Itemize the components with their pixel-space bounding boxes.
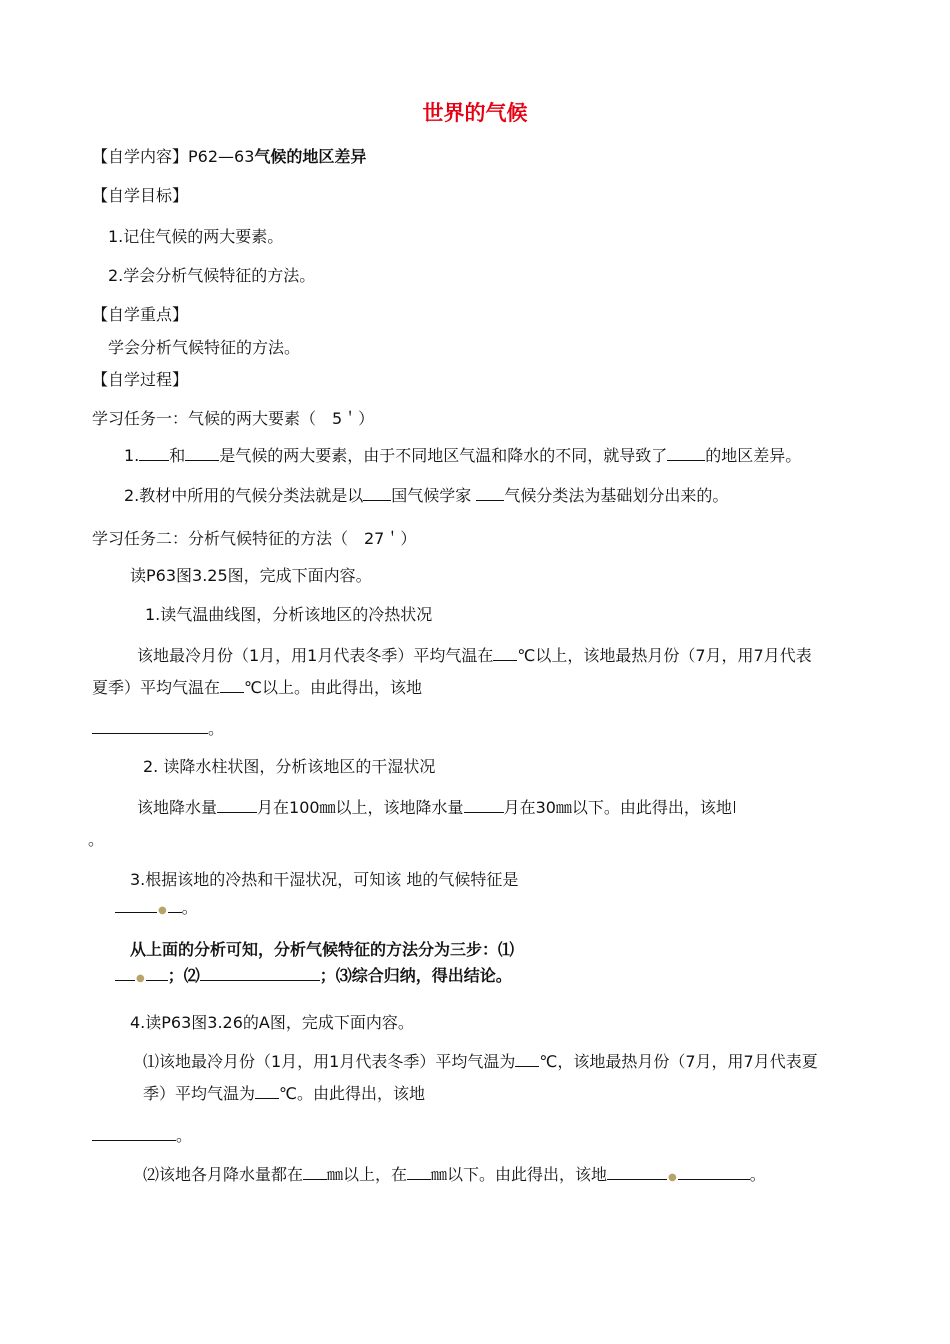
answer-blank[interactable] [139,445,169,461]
text: 月在30㎜以下。由此得出，该地 [503,798,732,817]
question-2-line-1 [137,797,736,819]
question-3-heading: 3.根据该地的冷热和干湿状况，可知该 地的气候特征是 [130,870,519,889]
method-summary-line-1: 从上面的分析可知，分析气候特征的方法分为三步：⑴ [130,940,515,959]
answer-blank[interactable] [607,1164,667,1180]
text: ⑴该地最冷月份（1月，用1月代表冬季）平均气温为 [143,1052,516,1071]
text: ㎜以上，在 [327,1165,408,1184]
content-pages: P62—63 [188,147,255,166]
dot-mark: ● [136,973,145,984]
answer-blank[interactable] [667,445,705,461]
text: 和 [169,446,186,465]
page-title: 世界的气候 [422,101,528,125]
text: 夏季）平均气温在 [92,678,221,697]
answer-blank[interactable] [255,1083,279,1099]
answer-blank[interactable] [217,797,257,813]
question-4-heading: 4.读P63图3.26的A图，完成下面内容。 [130,1013,414,1032]
text: 该地降水量 [137,798,218,817]
answer-blank[interactable] [220,677,244,693]
question-4-part-1-line-3 [92,1125,192,1147]
answer-blank[interactable] [464,797,504,813]
answer-blank[interactable] [678,1164,750,1180]
text: ℃，该地最热月份（7月，用7月代表夏 [539,1052,818,1071]
answer-blank[interactable] [476,485,504,501]
answer-blank[interactable] [200,965,320,981]
focus-label: 【自学重点】 [92,305,189,324]
cursor-mark [734,801,736,813]
question-4-part-1-line-1 [143,1051,818,1073]
content-line [92,146,366,168]
method-summary-line-2 [115,965,512,990]
text: ；⑵ [167,966,200,985]
text: 季）平均气温为 [143,1084,256,1103]
goal-1: 1.记住气候的两大要素。 [108,227,284,246]
text: ；⑶综合归纳，得出结论。 [319,966,512,985]
answer-blank[interactable] [146,965,168,981]
text: 。 [749,1165,766,1184]
text: 。 [208,719,225,738]
answer-blank[interactable] [303,1164,327,1180]
focus-text: 学会分析气候特征的方法。 [108,338,301,357]
text: ㎜以下。由此得出，该地 [431,1165,608,1184]
text: ℃。由此得出，该地 [279,1084,425,1103]
text: ℃以上，该地最热月份（7月，用7月代表 [517,646,812,665]
question-4-part-1-line-2 [143,1083,425,1105]
question-1-line-2 [92,677,422,699]
question-2-line-2 [88,829,104,851]
text: 国气候学家 [391,486,477,505]
answer-blank[interactable] [407,1164,431,1180]
text: 。 [88,830,105,849]
text: 。 [181,898,198,917]
answer-blank[interactable] [92,718,208,734]
text: 2.教材中所用的气候分类法就是以 [124,486,364,505]
answer-blank[interactable] [168,897,182,913]
task1-heading: 学习任务一：气候的两大要素（ 5＇） [92,409,375,428]
answer-blank[interactable] [115,897,157,913]
text: 1. [124,446,140,465]
goals-label: 【自学目标】 [92,186,189,205]
text: 月在100㎜以上，该地降水量 [257,798,464,817]
task2-heading: 学习任务二：分析气候特征的方法（ 27＇） [92,529,417,548]
goal-2: 2.学会分析气候特征的方法。 [108,266,316,285]
text: 的地区差异。 [705,446,802,465]
dot-mark: ● [668,1172,677,1183]
answer-blank[interactable] [493,645,517,661]
answer-blank[interactable] [363,485,391,501]
question-4-part-2 [143,1164,766,1189]
text: 气候分类法为基础划分出来的。 [504,486,729,505]
answer-blank[interactable] [515,1051,539,1067]
question-1-heading: 1.读气温曲线图，分析该地区的冷热状况 [145,605,433,624]
process-label: 【自学过程】 [92,370,189,389]
text: 该地最冷月份（1月，用1月代表冬季）平均气温在 [137,646,494,665]
text: ℃以上。由此得出，该地 [244,678,422,697]
answer-blank[interactable] [115,965,135,981]
question-2-heading: 2. 读降水柱状图，分析该地区的干湿状况 [143,757,436,776]
answer-blank[interactable] [185,445,219,461]
content-label: 【自学内容】 [92,147,189,166]
question-1-line-1 [137,645,812,667]
text: 。 [176,1126,193,1145]
content-topic: 气候的地区差异 [254,147,367,166]
question-1-line-3 [92,718,224,740]
question-3-answer-line [115,897,198,922]
answer-blank[interactable] [92,1125,176,1141]
task1-question-1 [124,445,801,467]
task1-question-2 [124,485,728,507]
text: 是气候的两大要素，由于不同地区气温和降水的不同，就导致了 [219,446,668,465]
dot-mark: ● [158,905,167,916]
task2-intro: 读P63图3.25图，完成下面内容。 [130,566,372,585]
text: ⑵该地各月降水量都在 [143,1165,304,1184]
